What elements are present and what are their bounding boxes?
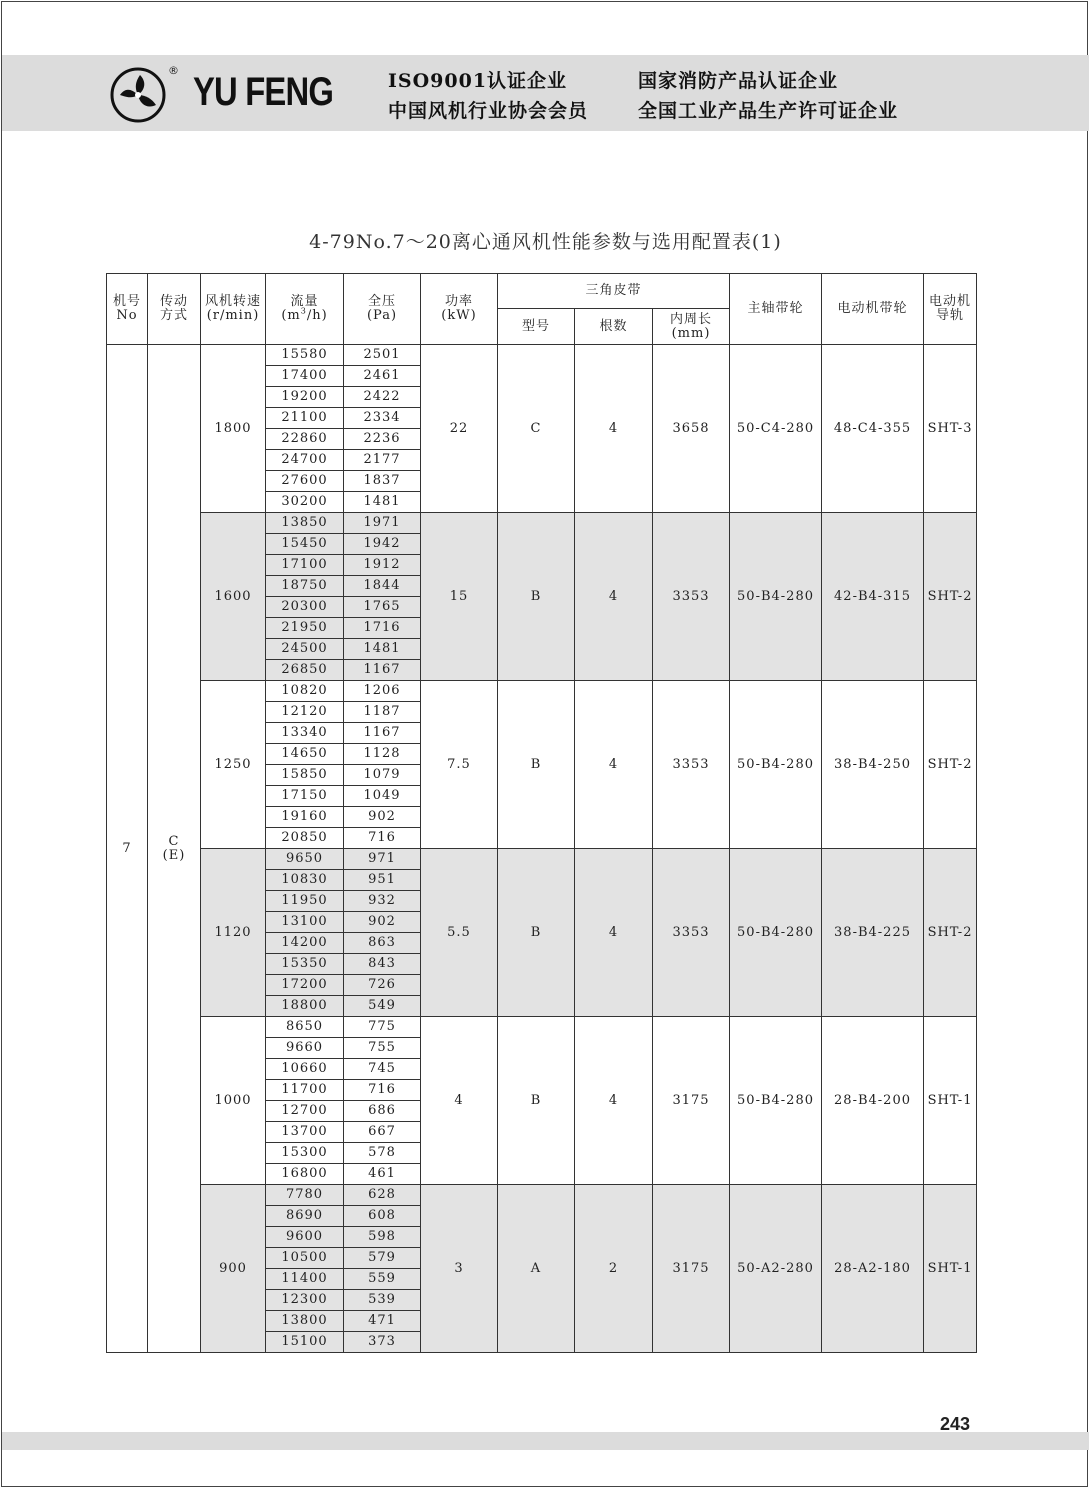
registered-mark: ® bbox=[168, 64, 179, 77]
flow-cell: 22860 bbox=[266, 429, 344, 450]
cert-association: 中国风机行业协会会员 bbox=[388, 100, 589, 122]
col-pressure: 全压 (Pa) bbox=[344, 274, 421, 345]
pressure-cell: 608 bbox=[344, 1206, 421, 1227]
belt-type-cell: C bbox=[498, 345, 575, 513]
pressure-cell: 471 bbox=[344, 1311, 421, 1332]
pressure-cell: 1187 bbox=[344, 702, 421, 723]
motor-rail-cell: SHT-2 bbox=[924, 681, 977, 849]
motor-pulley-cell: 38-B4-225 bbox=[822, 849, 924, 1017]
col-motor-pulley: 电动机带轮 bbox=[822, 274, 924, 345]
pressure-cell: 1837 bbox=[344, 471, 421, 492]
pressure-cell: 902 bbox=[344, 912, 421, 933]
flow-cell: 12700 bbox=[266, 1101, 344, 1122]
flow-cell: 15580 bbox=[266, 345, 344, 366]
belt-type-cell: B bbox=[498, 1017, 575, 1185]
flow-cell: 13800 bbox=[266, 1311, 344, 1332]
flow-cell: 7780 bbox=[266, 1185, 344, 1206]
pressure-cell: 549 bbox=[344, 996, 421, 1017]
pressure-cell: 716 bbox=[344, 1080, 421, 1101]
table-row bbox=[107, 345, 977, 366]
brand-name: YU FENG bbox=[193, 70, 334, 114]
pressure-cell: 373 bbox=[344, 1332, 421, 1353]
drive-cell bbox=[148, 345, 201, 1353]
col-belt-group: 三角皮带 bbox=[498, 274, 730, 309]
col-flow: 流量 $(m^3/h)$ bbox=[266, 274, 344, 345]
pressure-cell: 1481 bbox=[344, 492, 421, 513]
table-row bbox=[107, 849, 977, 870]
motor-rail-cell: SHT-1 bbox=[924, 1017, 977, 1185]
footer-band bbox=[2, 1432, 1089, 1450]
belt-type-cell: A bbox=[498, 1185, 575, 1353]
cert-fire: 国家消防产品认证企业 bbox=[638, 70, 839, 92]
power-cell: 22 bbox=[421, 345, 498, 513]
pressure-cell: 1079 bbox=[344, 765, 421, 786]
belt-type-cell: B bbox=[498, 849, 575, 1017]
pressure-cell: 579 bbox=[344, 1248, 421, 1269]
pressure-cell: 2501 bbox=[344, 345, 421, 366]
belt-length-cell: 3175 bbox=[653, 1017, 730, 1185]
drive-l2: (E) bbox=[162, 847, 186, 863]
flow-cell: 10500 bbox=[266, 1248, 344, 1269]
power-cell: 7.5 bbox=[421, 681, 498, 849]
flow-cell: 14200 bbox=[266, 933, 344, 954]
flow-cell: 27600 bbox=[266, 471, 344, 492]
col-main-pulley: 主轴带轮 bbox=[730, 274, 822, 345]
pressure-cell: 667 bbox=[344, 1122, 421, 1143]
table-row bbox=[107, 513, 977, 534]
flow-cell: 24700 bbox=[266, 450, 344, 471]
pressure-cell: 2236 bbox=[344, 429, 421, 450]
flow-cell: 21100 bbox=[266, 408, 344, 429]
flow-cell: 15100 bbox=[266, 1332, 344, 1353]
flow-cell: 18800 bbox=[266, 996, 344, 1017]
belt-type-cell: B bbox=[498, 513, 575, 681]
pressure-cell: 578 bbox=[344, 1143, 421, 1164]
motor-pulley-cell: 28-A2-180 bbox=[822, 1185, 924, 1353]
pressure-cell: 2461 bbox=[344, 366, 421, 387]
flow-cell: 17150 bbox=[266, 786, 344, 807]
pressure-cell: 755 bbox=[344, 1038, 421, 1059]
pressure-cell: 726 bbox=[344, 975, 421, 996]
belt-count-cell: 4 bbox=[575, 345, 653, 513]
flow-cell: 15850 bbox=[266, 765, 344, 786]
pressure-cell: 559 bbox=[344, 1269, 421, 1290]
flow-cell: 12300 bbox=[266, 1290, 344, 1311]
header-row-1 bbox=[107, 274, 977, 309]
belt-count-cell: 2 bbox=[575, 1185, 653, 1353]
belt-length-cell: 3353 bbox=[653, 681, 730, 849]
main-pulley-cell: 50-C4-280 bbox=[730, 345, 822, 513]
flow-cell: 9600 bbox=[266, 1227, 344, 1248]
col-power: 功率 (kW) bbox=[421, 274, 498, 345]
motor-rail-cell: SHT-3 bbox=[924, 345, 977, 513]
speed-cell: 1000 bbox=[201, 1017, 266, 1185]
cert-license: 全国工业产品生产许可证企业 bbox=[638, 100, 899, 122]
flow-cell: 15300 bbox=[266, 1143, 344, 1164]
flow-cell: 13700 bbox=[266, 1122, 344, 1143]
table-row bbox=[107, 681, 977, 702]
page-title: 4-79No.7～20离心通风机性能参数与选用配置表(1) bbox=[309, 231, 782, 253]
cert-iso: ISO9001认证企业 bbox=[388, 70, 568, 92]
flow-cell: 17200 bbox=[266, 975, 344, 996]
flow-cell: 15450 bbox=[266, 534, 344, 555]
pressure-cell: 686 bbox=[344, 1101, 421, 1122]
belt-count-cell: 4 bbox=[575, 1017, 653, 1185]
pressure-cell: 902 bbox=[344, 807, 421, 828]
main-pulley-cell: 50-B4-280 bbox=[730, 1017, 822, 1185]
flow-cell: 21950 bbox=[266, 618, 344, 639]
motor-pulley-cell: 28-B4-200 bbox=[822, 1017, 924, 1185]
flow-cell: 16800 bbox=[266, 1164, 344, 1185]
pressure-cell: 628 bbox=[344, 1185, 421, 1206]
flow-cell: 30200 bbox=[266, 492, 344, 513]
motor-pulley-cell: 42-B4-315 bbox=[822, 513, 924, 681]
motor-pulley-cell: 38-B4-250 bbox=[822, 681, 924, 849]
power-cell: 5.5 bbox=[421, 849, 498, 1017]
pressure-cell: 1912 bbox=[344, 555, 421, 576]
motor-pulley-cell: 48-C4-355 bbox=[822, 345, 924, 513]
pressure-cell: 1167 bbox=[344, 723, 421, 744]
flow-cell: 11700 bbox=[266, 1080, 344, 1101]
drive-l1: C bbox=[168, 833, 180, 849]
pressure-cell: 716 bbox=[344, 828, 421, 849]
pressure-cell: 1971 bbox=[344, 513, 421, 534]
speed-cell: 900 bbox=[201, 1185, 266, 1353]
flow-cell: 10830 bbox=[266, 870, 344, 891]
belt-length-cell: 3353 bbox=[653, 849, 730, 1017]
fan-logo-icon bbox=[110, 67, 166, 123]
pressure-cell: 1942 bbox=[344, 534, 421, 555]
main-pulley-cell: 50-B4-280 bbox=[730, 849, 822, 1017]
pressure-cell: 863 bbox=[344, 933, 421, 954]
motor-rail-cell: SHT-1 bbox=[924, 1185, 977, 1353]
page-number: 243 bbox=[940, 1414, 971, 1434]
main-pulley-cell: 50-B4-280 bbox=[730, 513, 822, 681]
flow-cell: 10660 bbox=[266, 1059, 344, 1080]
power-cell: 3 bbox=[421, 1185, 498, 1353]
belt-length-cell: 3658 bbox=[653, 345, 730, 513]
pressure-cell: 951 bbox=[344, 870, 421, 891]
pressure-cell: 1844 bbox=[344, 576, 421, 597]
flow-cell: 24500 bbox=[266, 639, 344, 660]
pressure-cell: 1716 bbox=[344, 618, 421, 639]
flow-cell: 19200 bbox=[266, 387, 344, 408]
pressure-cell: 843 bbox=[344, 954, 421, 975]
pressure-cell: 2422 bbox=[344, 387, 421, 408]
col-machine-no: 机号 No bbox=[107, 274, 148, 345]
speed-cell: 1600 bbox=[201, 513, 266, 681]
power-cell: 15 bbox=[421, 513, 498, 681]
machine-no-cell: 7 bbox=[107, 345, 148, 1353]
col-motor-rail: 电动机 导轨 bbox=[924, 274, 977, 345]
pressure-cell: 775 bbox=[344, 1017, 421, 1038]
table-row bbox=[107, 1017, 977, 1038]
flow-cell: 17100 bbox=[266, 555, 344, 576]
belt-type-cell: B bbox=[498, 681, 575, 849]
flow-cell: 12120 bbox=[266, 702, 344, 723]
col-belt-count: 根数 bbox=[575, 309, 653, 345]
flow-cell: 14650 bbox=[266, 744, 344, 765]
pressure-cell: 1206 bbox=[344, 681, 421, 702]
pressure-cell: 598 bbox=[344, 1227, 421, 1248]
belt-length-cell: 3175 bbox=[653, 1185, 730, 1353]
power-cell: 4 bbox=[421, 1017, 498, 1185]
pressure-cell: 2177 bbox=[344, 450, 421, 471]
pressure-cell: 1128 bbox=[344, 744, 421, 765]
col-drive: 传动 方式 bbox=[148, 274, 201, 345]
col-speed: 风机转速 (r/min) bbox=[201, 274, 266, 345]
pressure-cell: 1167 bbox=[344, 660, 421, 681]
pressure-cell: 1765 bbox=[344, 597, 421, 618]
table-row bbox=[107, 1185, 977, 1206]
pressure-cell: 971 bbox=[344, 849, 421, 870]
motor-rail-cell: SHT-2 bbox=[924, 849, 977, 1017]
performance-table bbox=[106, 273, 977, 1353]
pressure-cell: 1049 bbox=[344, 786, 421, 807]
flow-cell: 10820 bbox=[266, 681, 344, 702]
flow-cell: 8690 bbox=[266, 1206, 344, 1227]
pressure-cell: 2334 bbox=[344, 408, 421, 429]
belt-count-cell: 4 bbox=[575, 849, 653, 1017]
main-pulley-cell: 50-A2-280 bbox=[730, 1185, 822, 1353]
col-belt-length: 内周长 (mm) bbox=[653, 309, 730, 345]
speed-cell: 1120 bbox=[201, 849, 266, 1017]
belt-length-cell: 3353 bbox=[653, 513, 730, 681]
flow-cell: 18750 bbox=[266, 576, 344, 597]
flow-cell: 8650 bbox=[266, 1017, 344, 1038]
speed-cell: 1250 bbox=[201, 681, 266, 849]
pressure-cell: 745 bbox=[344, 1059, 421, 1080]
pressure-cell: 1481 bbox=[344, 639, 421, 660]
flow-cell: 15350 bbox=[266, 954, 344, 975]
belt-count-cell: 4 bbox=[575, 513, 653, 681]
flow-cell: 11400 bbox=[266, 1269, 344, 1290]
flow-cell: 13850 bbox=[266, 513, 344, 534]
flow-cell: 9650 bbox=[266, 849, 344, 870]
speed-cell: 1800 bbox=[201, 345, 266, 513]
flow-cell: 11950 bbox=[266, 891, 344, 912]
main-pulley-cell: 50-B4-280 bbox=[730, 681, 822, 849]
flow-cell: 26850 bbox=[266, 660, 344, 681]
table-body bbox=[107, 345, 977, 1353]
flow-cell: 17400 bbox=[266, 366, 344, 387]
flow-cell: 13340 bbox=[266, 723, 344, 744]
col-belt-type: 型号 bbox=[498, 309, 575, 345]
flow-cell: 19160 bbox=[266, 807, 344, 828]
motor-rail-cell: SHT-2 bbox=[924, 513, 977, 681]
belt-count-cell: 4 bbox=[575, 681, 653, 849]
pressure-cell: 539 bbox=[344, 1290, 421, 1311]
flow-cell: 20850 bbox=[266, 828, 344, 849]
flow-cell: 9660 bbox=[266, 1038, 344, 1059]
flow-cell: 13100 bbox=[266, 912, 344, 933]
pressure-cell: 461 bbox=[344, 1164, 421, 1185]
pressure-cell: 932 bbox=[344, 891, 421, 912]
flow-cell: 20300 bbox=[266, 597, 344, 618]
